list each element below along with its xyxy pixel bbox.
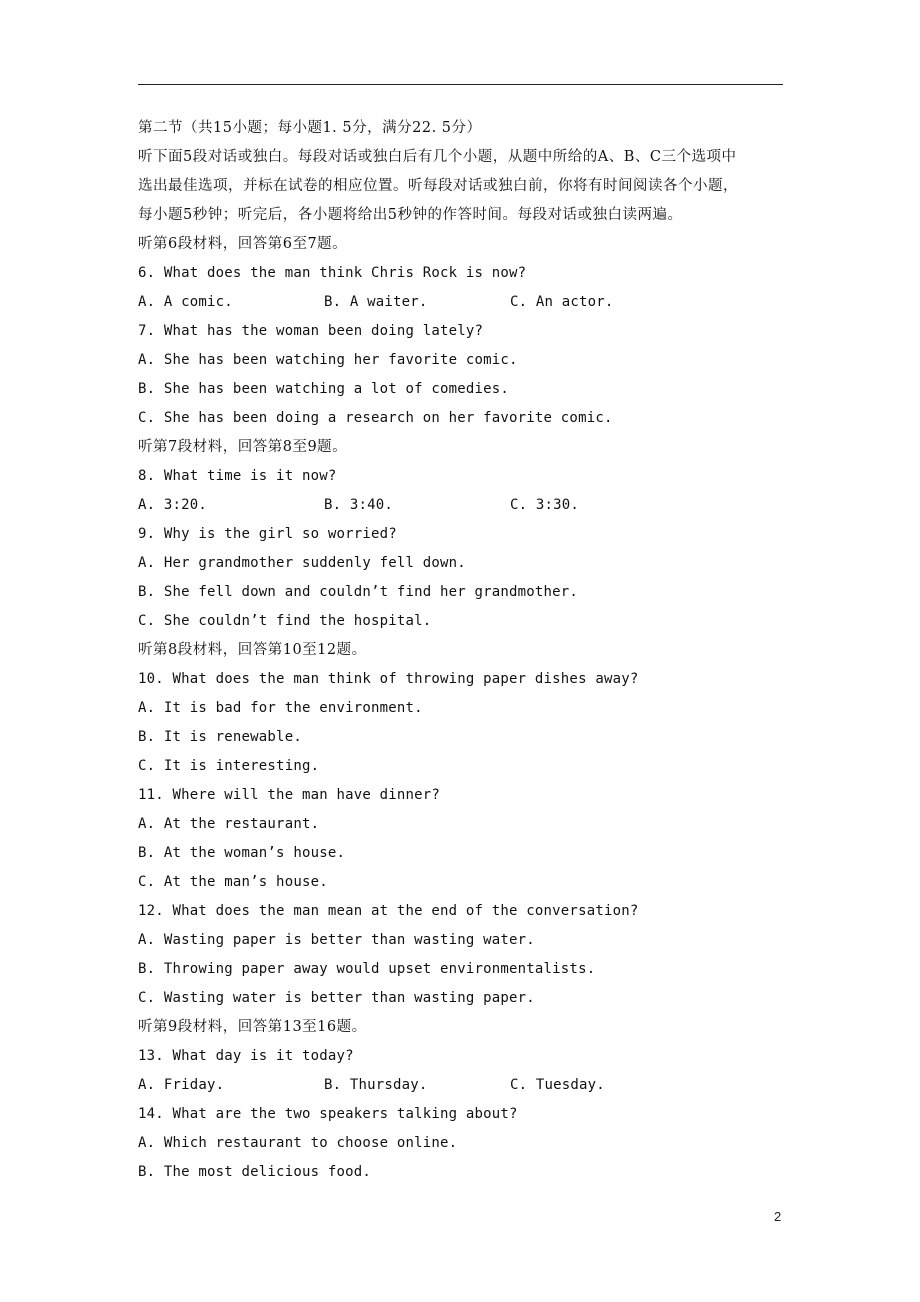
question-7-option-b: B. She has been watching a lot of comedies. xyxy=(138,381,510,397)
question-13: 13. What day is it today? xyxy=(138,1048,354,1064)
question-11-option-b: B. At the woman’s house. xyxy=(138,845,346,861)
question-8-option-c: C. 3:30. xyxy=(510,497,580,513)
question-9: 9. Why is the girl so worried? xyxy=(138,526,397,542)
question-11-option-a: A. At the restaurant. xyxy=(138,816,320,832)
question-14-option-b: B. The most delicious food. xyxy=(138,1164,371,1180)
question-13-option-c: C. Tuesday. xyxy=(510,1077,605,1093)
question-10-option-c: C. It is interesting. xyxy=(138,758,320,774)
group-7-heading: 听第7段材料，回答第8至9题。 xyxy=(138,439,348,455)
question-8-option-b: B. 3:40. xyxy=(324,497,394,513)
question-8-options xyxy=(138,491,788,520)
question-14: 14. What are the two speakers talking about? xyxy=(138,1106,518,1122)
group-8-heading: 听第8段材料，回答第10至12题。 xyxy=(138,642,367,658)
question-14-option-a: A. Which restaurant to choose online. xyxy=(138,1135,458,1151)
page-number: 2 xyxy=(774,1209,782,1224)
question-12-option-c: C. Wasting water is better than wasting paper. xyxy=(138,990,535,1006)
question-6-options xyxy=(138,288,788,317)
question-13-options xyxy=(138,1071,788,1100)
question-11-option-c: C. At the man’s house. xyxy=(138,874,328,890)
question-8-option-a: A. 3:20. xyxy=(138,497,208,513)
question-13-option-b: B. Thursday. xyxy=(324,1077,428,1093)
question-11: 11. Where will the man have dinner? xyxy=(138,787,441,803)
instructions-line-1: 听下面5段对话或独白。每段对话或独白后有几个小题，从题中所给的A、B、C三个选项中 xyxy=(138,149,737,165)
question-6-option-a: A. A comic. xyxy=(138,294,233,310)
question-13-option-a: A. Friday. xyxy=(138,1077,225,1093)
question-9-option-a: A. Her grandmother suddenly fell down. xyxy=(138,555,466,571)
instructions-line-3: 每小题5秒钟；听完后，各小题将给出5秒钟的作答时间。每段对话或独白读两遍。 xyxy=(138,207,683,223)
instructions-line-2: 选出最佳选项，并标在试卷的相应位置。听每段对话或独白前，你将有时间阅读各个小题， xyxy=(138,178,738,194)
question-8: 8. What time is it now? xyxy=(138,468,337,484)
question-6-option-c: C. An actor. xyxy=(510,294,614,310)
question-10: 10. What does the man think of throwing paper dishes away? xyxy=(138,671,639,687)
question-6: 6. What does the man think Chris Rock is now? xyxy=(138,265,527,281)
question-12-option-a: A. Wasting paper is better than wasting water. xyxy=(138,932,535,948)
question-12: 12. What does the man mean at the end of the conversation? xyxy=(138,903,639,919)
document-body xyxy=(138,114,788,1187)
question-7-option-c: C. She has been doing a research on her favorite comic. xyxy=(138,410,613,426)
question-7: 7. What has the woman been doing lately? xyxy=(138,323,484,339)
question-10-option-a: A. It is bad for the environment. xyxy=(138,700,423,716)
group-9-heading: 听第9段材料，回答第13至16题。 xyxy=(138,1019,367,1035)
question-12-option-b: B. Throwing paper away would upset environmentalists. xyxy=(138,961,596,977)
question-7-option-a: A. She has been watching her favorite comic. xyxy=(138,352,518,368)
header-rule xyxy=(138,84,783,85)
question-9-option-b: B. She fell down and couldn’t find her grandmother. xyxy=(138,584,579,600)
question-9-option-c: C. She couldn’t find the hospital. xyxy=(138,613,432,629)
question-6-option-b: B. A waiter. xyxy=(324,294,428,310)
section-header: 第二节（共15小题；每小题1. 5分，满分22. 5分） xyxy=(138,120,482,136)
question-10-option-b: B. It is renewable. xyxy=(138,729,302,745)
group-6-heading: 听第6段材料，回答第6至7题。 xyxy=(138,236,348,252)
